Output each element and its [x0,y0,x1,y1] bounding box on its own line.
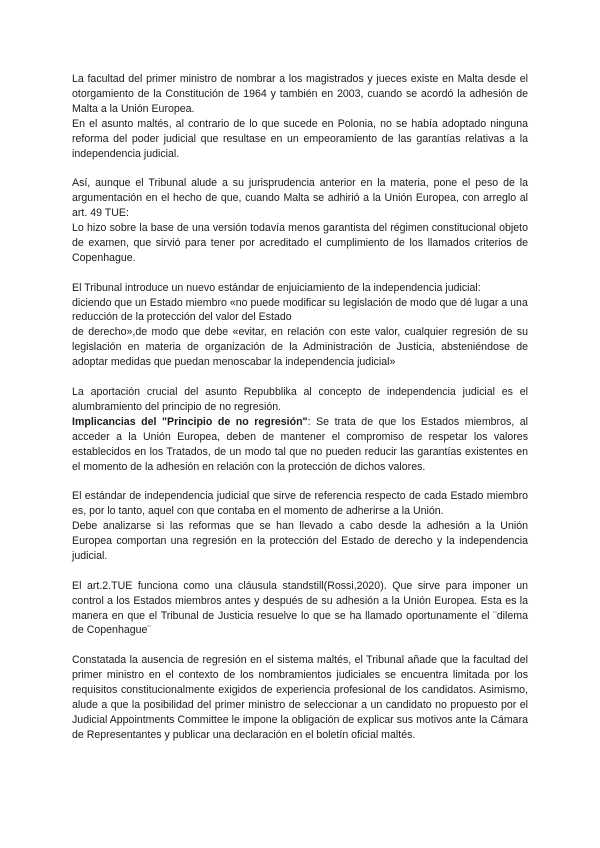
paragraph-spacer [72,266,528,281]
paragraph-spacer [72,564,528,579]
paragraph-conclusion-malta: Constatada la ausencia de regresión en el sistema maltés, el Tribunal añade que la facultad del primer ministro en el contexto de los nombramientos judiciales se encuentra limitada por los requisitos constitucionalmente exigidos de experiencia profesional de los candidatos. Asimismo, alude a que la posibilidad del primer ministro de seleccionar a un candidato no propuesto por el Judicial Appointments Committee le impone la obligación de explicar sus motivos ante la Cámara de Representantes y publicar una declaración en el boletín oficial maltés. [72,654,528,741]
paragraph-malta-vs-poland: En el asunto maltés, al contrario de lo que sucede en Polonia, no se había adoptado ninguna reforma del poder judicial que resultase en un empeoramiento de las garantías relativas a la independencia judicial. [72,117,528,160]
paragraph-spacer [72,161,528,176]
paragraph-copenhagen-criteria: Lo hizo sobre la base de una versión todavía menos garantista del régimen constitucional objeto de examen, que sirvió para tener por acreditado el cumplimiento de los llamados criterios de Copenhague. [72,222,528,264]
document-body [72,72,528,743]
paragraph-repubblika-contribution: La aportación crucial del asunto Repubblika al concepto de independencia judicial es el alumbramiento del principio de no regresión. [72,385,528,413]
paragraph-tribunal-argument: Así, aunque el Tribunal alude a su jurisprudencia anterior en la materia, pone el peso de la argumentación en el hecho de que, cuando Malta se adhirió a la Unión Europea, con arreglo al art. 49 TUE: [72,177,528,220]
non-regression-text: : Se trata de que los Estados miembros, al acceder a la Unión Europea, deben de mantener el compromiso de respetar los valores establecidos en los Tratados, de un modo tal que no pueden reducir las garantías existentes en el momento de la adhesión en relación con la protección de dichos valores. [72,415,528,473]
paragraph-malta-appointment-power: La facultad del primer ministro de nombrar a los magistrados y jueces existe en Malta desde el otorgamiento de la Constitución de 1964 y también en 2003, cuando se acordó la adhesión de Malta a la Unión Europea. [72,73,528,115]
paragraph-new-standard-intro: El Tribunal introduce un nuevo estándar de enjuiciamiento de la independencia judicial: [72,281,481,294]
paragraph-spacer [72,638,528,653]
non-regression-heading: Implicancias del "Principio de no regresión" [72,415,308,428]
paragraph-spacer [72,370,528,385]
paragraph-new-standard-quote-a: diciendo que un Estado miembro «no puede modificar su legislación de modo que dé lugar a una reducción de la protección del valor del Estado [72,296,528,324]
paragraph-spacer [72,474,528,489]
paragraph-new-standard-quote-b: de derecho»,de modo que debe «evitar, en relación con este valor, cualquier regresión de su legislación en materia de organización de la Administración de Justicia, absteniéndose de adoptar medidas que puedan menoscabar la independencia judicial» [72,326,528,369]
paragraph-reference-standard: El estándar de independencia judicial que sirve de referencia respecto de cada Estado miembro es, por lo tanto, aquel con que contaba en el momento de adherirse a la Unión. [72,490,528,518]
paragraph-non-regression-implications [72,415,528,475]
paragraph-standstill-clause: El art.2.TUE funciona como una cláusula standstill(Rossi,2020). Que sirve para imponer un control a los Estados miembros antes y después de su adhesión a la Unión Europea. Esta es la manera en que el Tribunal de Justicia resuelve lo que se ha llamado oportunamente el ¨dilema de Copenhague¨ [72,579,528,637]
paragraph-reforms-analysis: Debe analizarse si las reformas que se han llevado a cabo desde la adhesión a la Unión Europea comportan una regresión en la protección del Estado de derecho y la independencia judicial. [72,520,528,562]
